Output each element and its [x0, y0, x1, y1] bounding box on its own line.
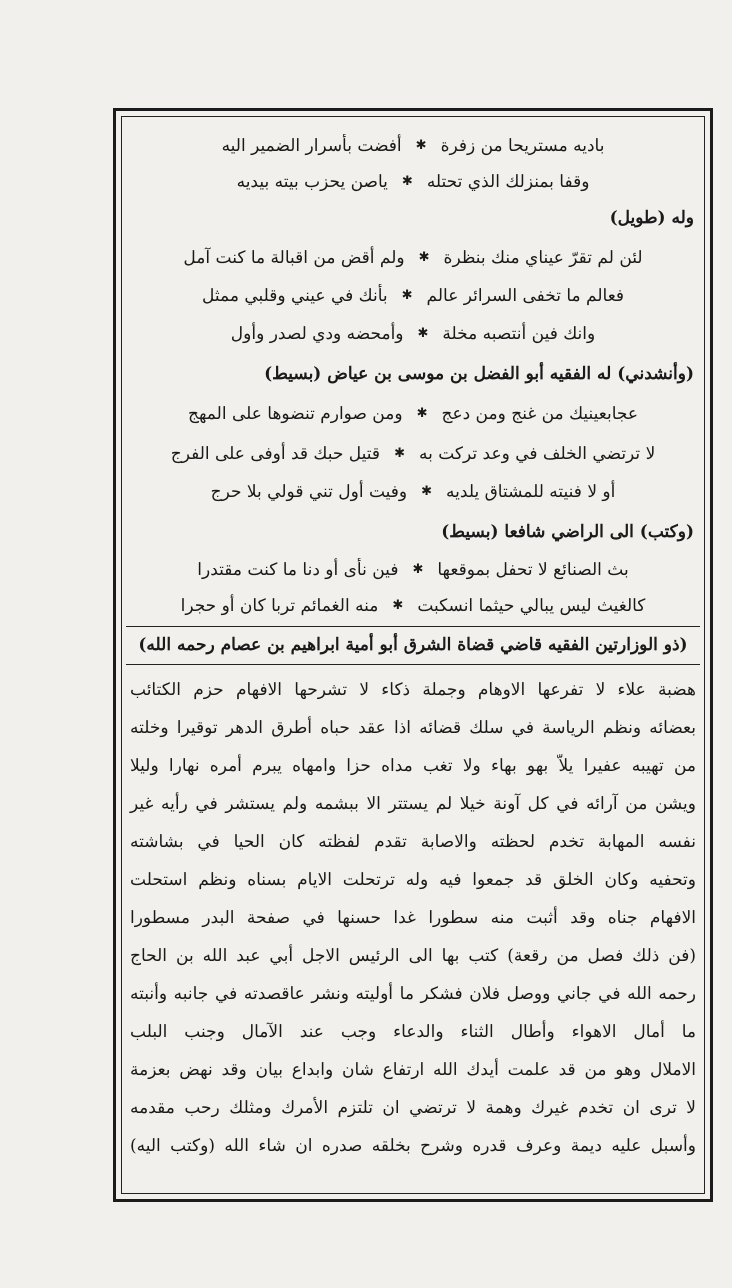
section-heading: (وأنشدني) له الفقيه أبو الفضل بن موسى بن عياض (بسيط)	[264, 364, 694, 384]
hemistich-right: وقفا بمنزلك الذي تحتله	[426, 172, 590, 192]
hemistich-left: أفضت بأسرار الضمير اليه	[221, 136, 402, 156]
hemistich-right: وانك فين أنتصبه مخلة	[442, 324, 596, 344]
verse-line	[126, 246, 700, 270]
verse-separator: ✱	[412, 562, 424, 577]
hemistich-right: لا ترتضي الخلف في وعد تركت به	[418, 444, 656, 464]
verse-line	[126, 402, 700, 426]
prose-line: نفسه المهابة تخدم لحظته والاصابة تقدم لفظته كان الحيا في بشاشته	[130, 832, 696, 852]
hemistich-right: كالغيث ليس يبالي حيثما انسكبت	[417, 596, 646, 616]
prose-line: رحمه الله في جاني ووصل فلان فشكر ما أوليته ونشر عاقصدته في جانبه وأنبته	[130, 984, 696, 1004]
text-block	[126, 122, 700, 1190]
verse-line	[126, 170, 700, 194]
prose-line: الاملال وهو من قد علمت أيدك الله ارتفاع شان وابداع بيان وقد نهض بعزمة	[130, 1060, 696, 1080]
hemistich-left: وأمحضه ودي لصدر وأول	[230, 324, 404, 344]
verse-line	[126, 558, 700, 582]
prose-line: ويشن من آرائه في كل آونة خيلا لم يستتر الا ببشمه ولم يستشر في رأيه غير	[130, 794, 696, 814]
prose-line: هضبة علاء لا تفرعها الاوهام وجملة ذكاء لا تشرحها الافهام حزم الكتائب	[130, 680, 696, 700]
verse-separator: ✱	[416, 406, 428, 421]
verse-separator: ✱	[401, 174, 413, 189]
hemistich-right: أو لا فنيته للمشتاق يلديه	[446, 482, 616, 502]
hemistich-left: وفيت أول تني قولي بلا حرج	[210, 482, 408, 502]
prose-line: بعضائه ونظم الرياسة في سلك قضائه اذا عقد حباه أطرق الدهر توقيرا وخلته	[130, 718, 696, 738]
hemistich-right: لئن لم تقرّ عيناي منك بنظرة	[443, 248, 643, 268]
hemistich-left: ومن صوارم تنضوها على المهج	[188, 404, 403, 424]
verse-line	[126, 322, 700, 346]
verse-line	[126, 594, 700, 618]
hemistich-right: فعالم ما تخفى السرائر عالم	[426, 286, 625, 306]
biography-banner: (ذو الوزارتين الفقيه قاضي قضاة الشرق أبو أمية ابراهيم بن عصام رحمه الله)	[138, 635, 688, 655]
verse-separator: ✱	[392, 598, 404, 613]
verse-separator: ✱	[418, 250, 430, 265]
hemistich-right: بث الصنائع لا تحفل بموقعها	[437, 560, 629, 580]
prose-line: الافهام جناه وقد أثبت منه سطورا غدا حسنها في صفحة البدر مسطورا	[130, 908, 696, 928]
verse-separator: ✱	[421, 484, 433, 499]
verse-line	[126, 134, 700, 158]
verse-separator: ✱	[415, 138, 427, 153]
prose-line: وتحفيه وكان الخلق قد جمعوا فيه وله ترتحلت الايام بسناه ونظم استحلت	[130, 870, 696, 890]
hemistich-left: قتيل حبك قد أوفى على الفرج	[170, 444, 381, 464]
hemistich-left: ياصن يحزب بيته بيديه	[236, 172, 388, 192]
prose-line: (فن ذلك فصل من رقعة) كتب بها الى الرئيس الاجل أبي عبد الله بن الحاج	[130, 946, 696, 966]
hemistich-left: فين نأى أو دنا ما كنت مقتدرا	[197, 560, 399, 580]
verse-line	[126, 284, 700, 308]
divider-rule	[126, 664, 700, 665]
section-heading: وله (طويل)	[609, 208, 694, 228]
section-heading: (وكتب) الى الراضي شافعا (بسيط)	[441, 522, 694, 542]
verse-separator: ✱	[417, 326, 429, 341]
hemistich-left: منه الغمائم تربا كان أو حجرا	[180, 596, 379, 616]
hemistich-left: ولم أقض من اقبالة ما كنت آمل	[183, 248, 405, 268]
hemistich-right: عجابعينيك من غنج ومن دعج	[441, 404, 639, 424]
prose-line: ما أمال الاهواء وأطال الثناء والدعاء وجب عند الآمال وجنب البلب	[130, 1022, 696, 1042]
prose-line: لا ترى ان تخدم غيرك وهمة لا ترتضي ان تلتزم الأمرك ومثلك رحب مقدمه	[130, 1098, 696, 1118]
verse-line	[126, 480, 700, 504]
hemistich-left: بأنك في عيني وقلبي ممثل	[201, 286, 388, 306]
hemistich-right: باديه مستريحا من زفرة	[440, 136, 605, 156]
verse-separator: ✱	[401, 288, 413, 303]
prose-line: وأسبل عليه ديمة وعرف قدره وشرح بخلقه صدره ان شاء الله (وكتب اليه)	[130, 1136, 696, 1156]
divider-rule	[126, 626, 700, 627]
prose-line: من تهيبه عفيرا يلاًّ بهو بهاء ولا تغب مداه حزا وامهاه يبرم أمره نهارا وليلا	[130, 756, 696, 776]
verse-separator: ✱	[394, 446, 405, 461]
verse-line	[126, 442, 700, 466]
